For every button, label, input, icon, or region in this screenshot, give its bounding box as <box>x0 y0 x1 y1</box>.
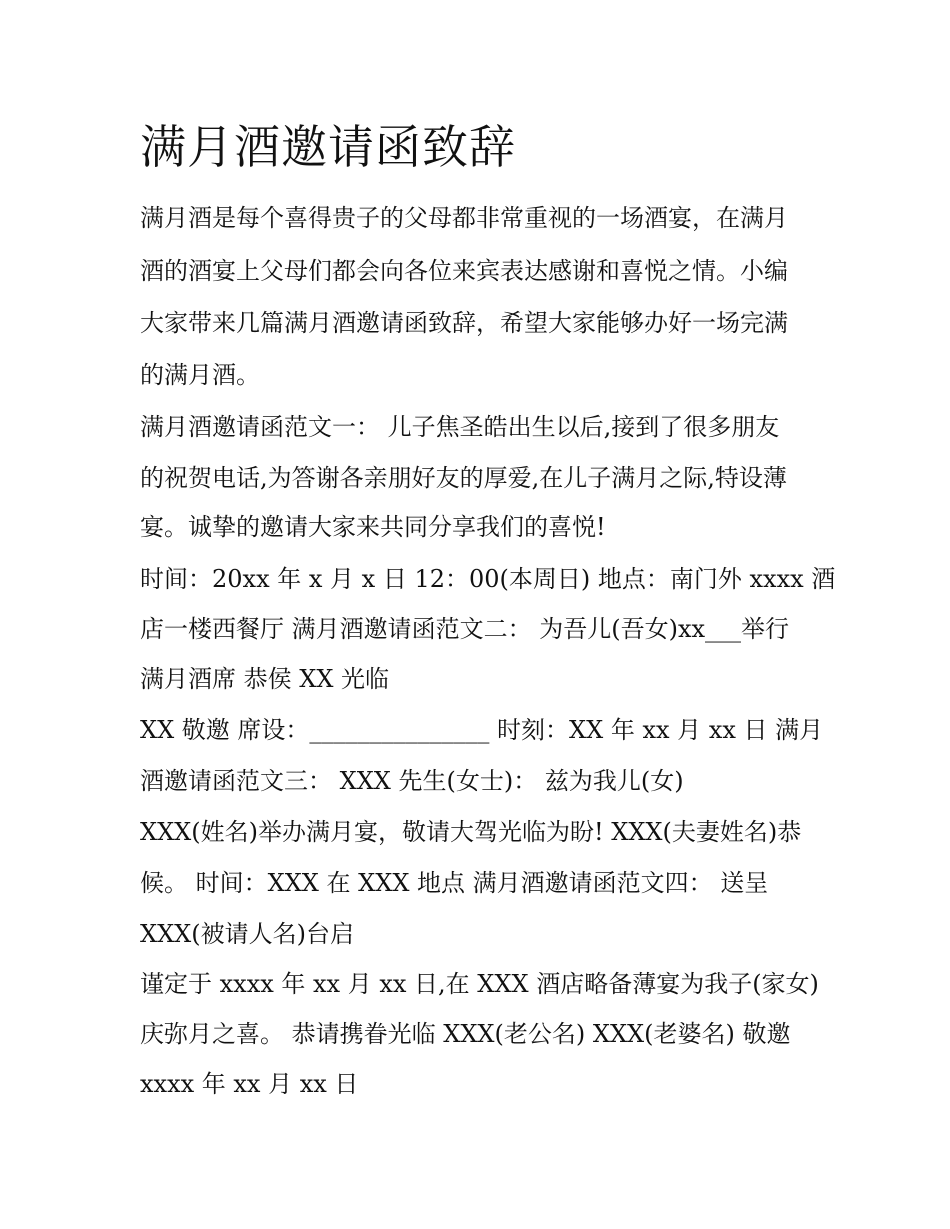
paragraph-line: XXX(姓名)举办满月宴，敬请大驾光临为盼! XXX(夫妻姓名)恭 <box>140 818 802 846</box>
paragraph-line: 候。 时间：XXX 在 XXX 地点 满月酒邀请函范文四： 送呈 <box>140 869 769 897</box>
paragraph-line: xxxx 年 xx 月 xx 日 <box>140 1070 359 1098</box>
paragraph-line: 店一楼西餐厅 满月酒邀请函范文二： 为吾儿(吾女)xx___举行 <box>140 615 790 643</box>
paragraph-line: 酒邀请函范文三： XXX 先生(女士)： 兹为我儿(女) <box>140 767 684 795</box>
paragraph-line: 大家带来几篇满月酒邀请函致辞，希望大家能够办好一场完满 <box>140 309 788 337</box>
paragraph-line: 酒的酒宴上父母们都会向各位来宾表达感谢和喜悦之情。小编 <box>140 257 788 285</box>
paragraph-line: 谨定于 xxxx 年 xx 月 xx 日,在 XXX 酒店略备薄宴为我子(家女) <box>140 970 819 998</box>
paragraph-line: 时间：20xx 年 x 月 x 日 12：00(本周日) 地点：南门外 xxxx 酒 <box>140 565 836 593</box>
paragraph-line: 的祝贺电话,为答谢各亲朋好友的厚爱,在儿子满月之际,特设薄 <box>140 464 787 492</box>
paragraph-line: 庆弥月之喜。 恭请携眷光临 XXX(老公名) XXX(老婆名) 敬邀 <box>140 1020 791 1048</box>
paragraph-line: 满月酒席 恭侯 XX 光临 <box>140 665 390 693</box>
paragraph-line: 的满月酒。 <box>140 361 260 389</box>
paragraph-line: XXX(被请人名)台启 <box>140 920 354 948</box>
paragraph-line: 满月酒是每个喜得贵子的父母都非常重视的一场酒宴，在满月 <box>140 204 788 232</box>
paragraph-line: XX 敬邀 席设：_______________ 时刻：XX 年 xx 月 xx 日 满月 <box>140 716 824 744</box>
paragraph-line: 满月酒邀请函范文一： 儿子焦圣皓出生以后,接到了很多朋友 <box>140 413 780 441</box>
paragraph-line: 宴。诚挚的邀请大家来共同分享我们的喜悦! <box>140 513 606 541</box>
document-title: 满月酒邀请函致辞 <box>140 120 516 174</box>
